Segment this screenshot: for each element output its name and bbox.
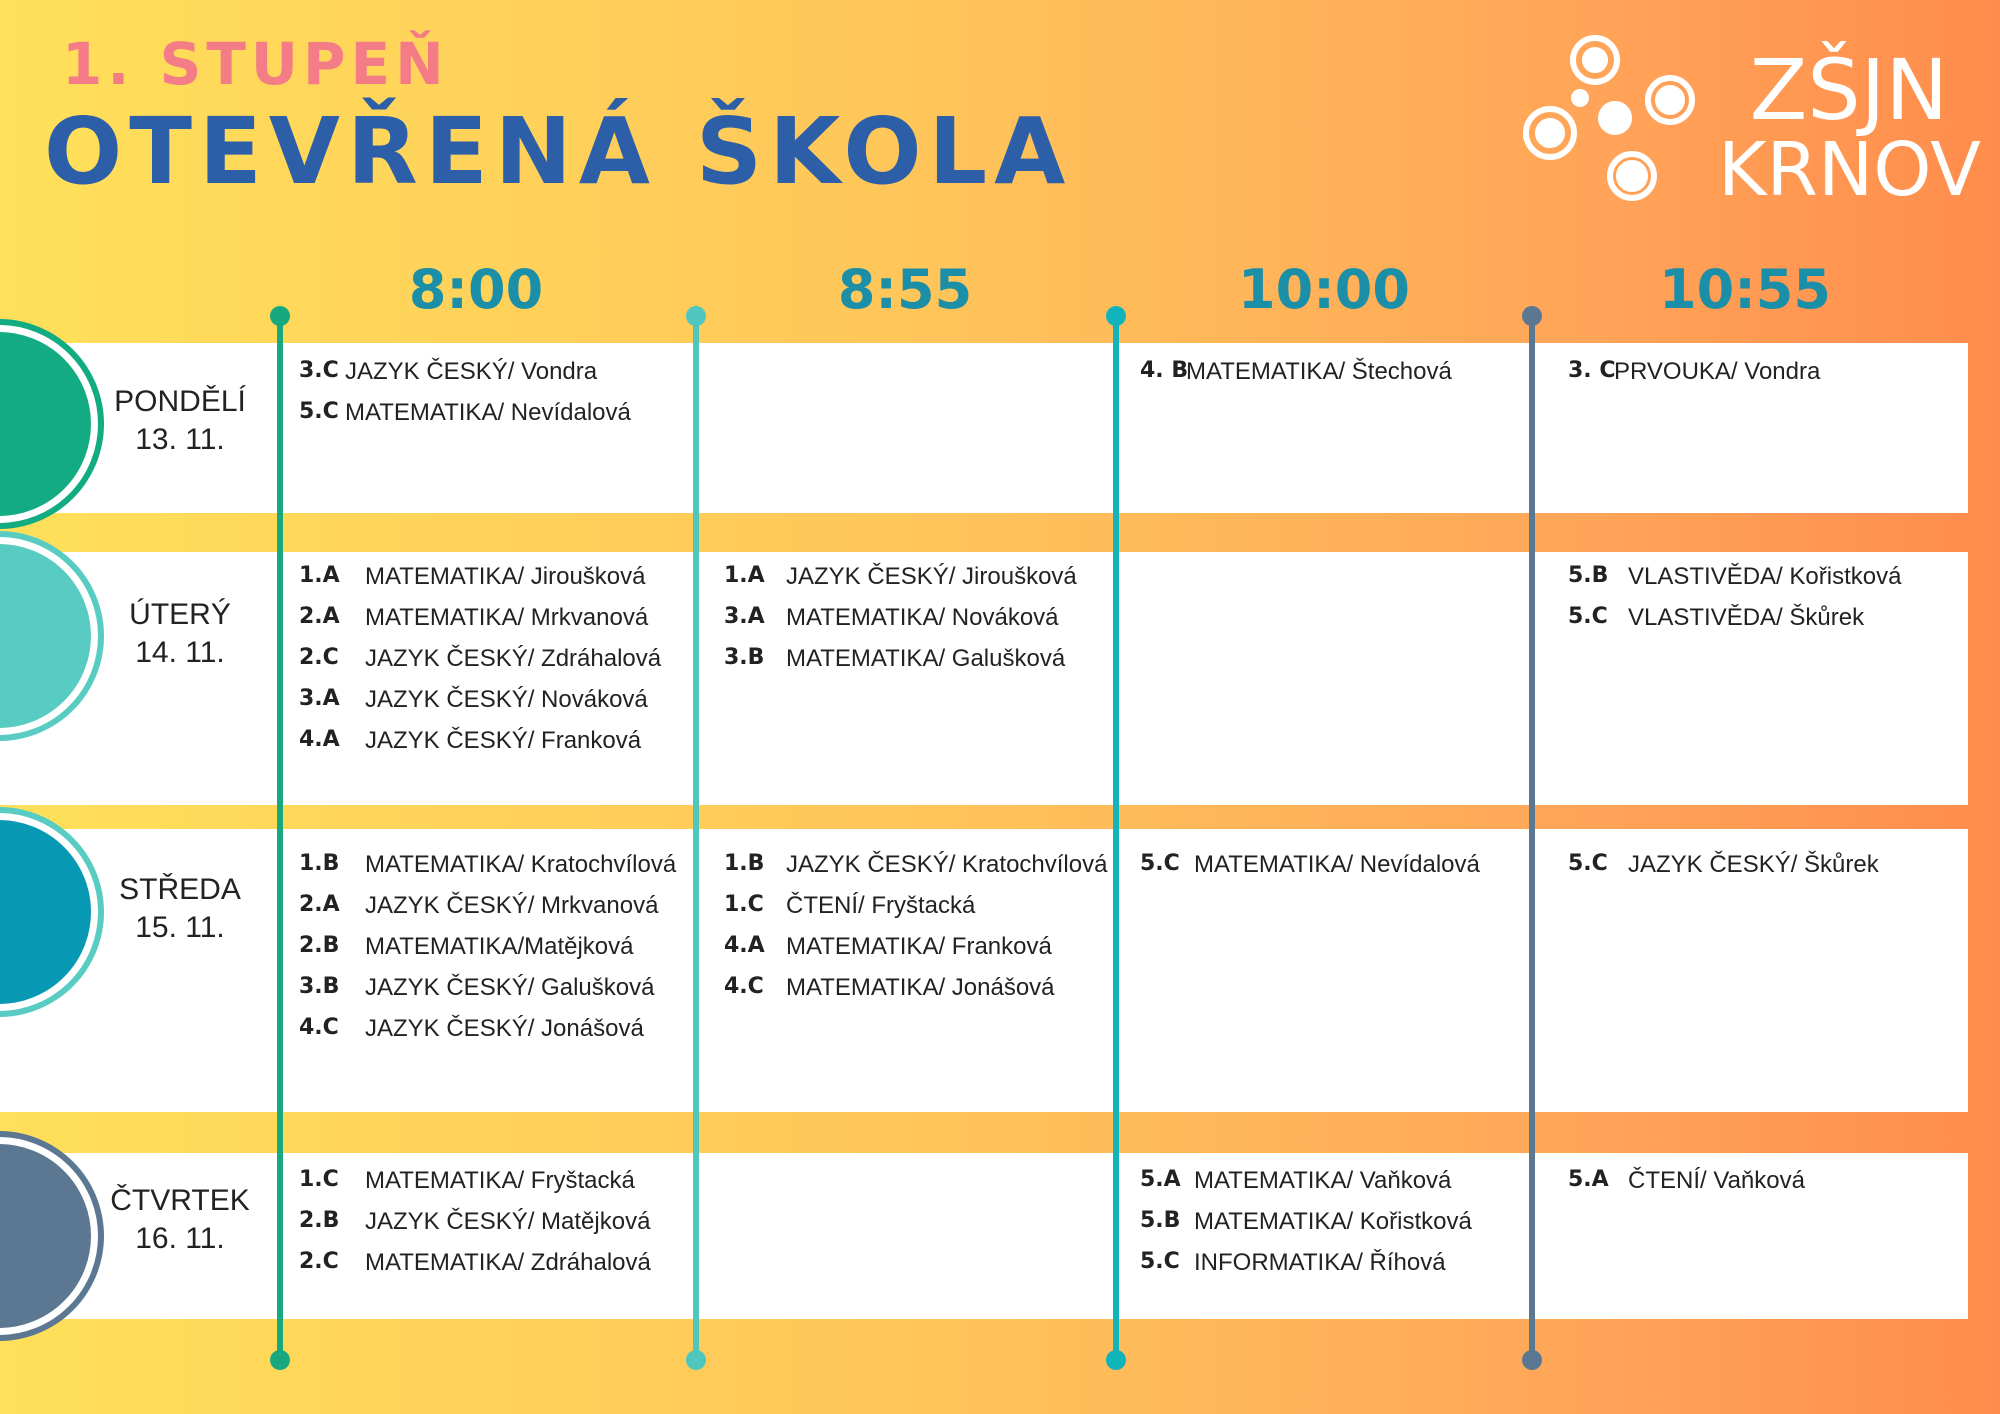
class-code: 3.B bbox=[299, 974, 340, 999]
subject-teacher: JAZYK ČESKÝ/ Nováková bbox=[365, 686, 648, 713]
schedule-cell bbox=[299, 563, 661, 768]
lesson-entry bbox=[299, 1249, 651, 1290]
schedule-cell bbox=[1568, 563, 1901, 645]
timeline-line bbox=[1529, 316, 1535, 1361]
class-code: 4.C bbox=[724, 974, 764, 999]
subject-teacher: MATEMATIKA/ Kratochvílová bbox=[365, 851, 677, 878]
logo-text-line1: ZŠJN bbox=[1749, 41, 1949, 139]
class-code: 5.C bbox=[1140, 851, 1180, 876]
lesson-entry bbox=[299, 974, 676, 1015]
lesson-entry bbox=[1140, 851, 1480, 892]
class-code: 1.A bbox=[299, 563, 340, 588]
subject-teacher: VLASTIVĚDA/ Kořistková bbox=[1628, 563, 1902, 590]
subject-teacher: MATEMATIKA/ Kořistková bbox=[1194, 1208, 1472, 1235]
schedule-cell bbox=[1568, 1167, 1805, 1208]
subject-teacher: JAZYK ČESKÝ/ Škůrek bbox=[1628, 851, 1879, 878]
subject-teacher: MATEMATIKA/ Fryštacká bbox=[365, 1167, 635, 1194]
timeline-dot bbox=[1106, 306, 1126, 326]
subject-teacher: JAZYK ČESKÝ/ Mrkvanová bbox=[365, 892, 659, 919]
subject-teacher: MATEMATIKA/ Vaňková bbox=[1194, 1167, 1452, 1194]
subject-teacher: JAZYK ČESKÝ/ Jonášová bbox=[365, 1015, 644, 1042]
subject-teacher: MATEMATIKA/ Galušková bbox=[786, 645, 1066, 672]
timeline-dot bbox=[686, 1350, 706, 1370]
day-date: 15. 11. bbox=[135, 911, 225, 944]
lesson-entry bbox=[724, 563, 1077, 604]
schedule-cell bbox=[299, 1167, 651, 1290]
lesson-entry bbox=[724, 933, 1107, 974]
lesson-entry bbox=[1568, 851, 1879, 892]
schedule-cell bbox=[299, 358, 631, 440]
subject-teacher: MATEMATIKA/ Nevídalová bbox=[1194, 851, 1480, 878]
subject-teacher: JAZYK ČESKÝ/ Galušková bbox=[365, 974, 655, 1001]
class-code: 5.C bbox=[299, 399, 339, 424]
lesson-entry bbox=[724, 645, 1077, 686]
lesson-entry bbox=[1140, 1208, 1472, 1249]
timeline-dot bbox=[270, 1350, 290, 1370]
time-header: 8:00 bbox=[408, 258, 544, 321]
subject-teacher: MATEMATIKA/ Štechová bbox=[1186, 358, 1452, 385]
class-code: 3.A bbox=[724, 604, 765, 629]
lesson-entry bbox=[1140, 1167, 1472, 1208]
time-header: 8:55 bbox=[837, 258, 973, 321]
page-title: OTEVŘENÁ ŠKOLA bbox=[44, 98, 1073, 205]
class-code: 5.B bbox=[1140, 1208, 1181, 1233]
logo-text-line2: KRNOV bbox=[1718, 127, 1981, 213]
day-name: PONDĚLÍ bbox=[114, 385, 246, 418]
subject-teacher: MATEMATIKA/ Nováková bbox=[786, 604, 1059, 631]
schedule-cell bbox=[1140, 1167, 1472, 1290]
subject-teacher: MATEMATIKA/ Franková bbox=[786, 933, 1052, 960]
day-label bbox=[100, 1182, 260, 1258]
class-code: 5.C bbox=[1568, 604, 1608, 629]
day-label bbox=[100, 871, 260, 947]
time-header: 10:55 bbox=[1659, 258, 1831, 321]
schedule-cell bbox=[724, 851, 1107, 1015]
logo-icon bbox=[1520, 28, 1710, 208]
class-code: 5.B bbox=[1568, 563, 1609, 588]
lesson-entry bbox=[299, 892, 676, 933]
class-code: 2.A bbox=[299, 892, 340, 917]
timeline-dot bbox=[270, 306, 290, 326]
day-label bbox=[100, 383, 260, 459]
lesson-entry bbox=[299, 851, 676, 892]
schedule-cell bbox=[1568, 851, 1879, 892]
class-code: 5.C bbox=[1140, 1249, 1180, 1274]
day-date: 16. 11. bbox=[135, 1222, 225, 1255]
lesson-entry bbox=[724, 892, 1107, 933]
class-code: 3.B bbox=[724, 645, 765, 670]
lesson-entry bbox=[299, 933, 676, 974]
subject-teacher: JAZYK ČESKÝ/ Kratochvílová bbox=[786, 851, 1108, 878]
lesson-entry bbox=[1140, 1249, 1472, 1290]
day-date: 14. 11. bbox=[135, 636, 225, 669]
class-code: 2.B bbox=[299, 933, 340, 958]
timeline-dot bbox=[1522, 306, 1542, 326]
schedule-cell bbox=[1140, 851, 1480, 892]
subject-teacher: MATEMATIKA/Matějková bbox=[365, 933, 634, 960]
subject-teacher: INFORMATIKA/ Říhová bbox=[1194, 1249, 1446, 1276]
lesson-entry bbox=[724, 604, 1077, 645]
lesson-entry bbox=[299, 1208, 651, 1249]
timeline-line bbox=[277, 316, 283, 1361]
subject-teacher: MATEMATIKA/ Mrkvanová bbox=[365, 604, 649, 631]
lesson-entry bbox=[724, 851, 1107, 892]
subject-teacher: MATEMATIKA/ Nevídalová bbox=[345, 399, 631, 426]
subject-teacher: ČTENÍ/ Fryštacká bbox=[786, 892, 976, 919]
lesson-entry bbox=[1568, 563, 1901, 604]
class-code: 1.B bbox=[299, 851, 340, 876]
subject-teacher: MATEMATIKA/ Jonášová bbox=[786, 974, 1055, 1001]
class-code: 5.A bbox=[1568, 1167, 1609, 1192]
schedule-cell bbox=[1140, 358, 1452, 399]
subject-teacher: MATEMATIKA/ Zdráhalová bbox=[365, 1249, 651, 1276]
day-date: 13. 11. bbox=[135, 423, 225, 456]
day-name: ČTVRTEK bbox=[110, 1184, 250, 1217]
timeline-dot bbox=[1522, 1350, 1542, 1370]
lesson-entry bbox=[1568, 604, 1901, 645]
class-code: 2.C bbox=[299, 1249, 339, 1274]
schedule-cell bbox=[1568, 358, 1820, 399]
class-code: 3.C bbox=[299, 358, 339, 383]
class-code: 2.C bbox=[299, 645, 339, 670]
timeline-dot bbox=[686, 306, 706, 326]
lesson-entry bbox=[299, 358, 631, 399]
lesson-entry bbox=[1568, 358, 1820, 399]
lesson-entry bbox=[1140, 358, 1452, 399]
lesson-entry bbox=[299, 1167, 651, 1208]
subject-teacher: JAZYK ČESKÝ/ Zdráhalová bbox=[365, 645, 662, 672]
lesson-entry bbox=[299, 645, 661, 686]
class-code: 4.A bbox=[299, 727, 340, 752]
class-code: 2.A bbox=[299, 604, 340, 629]
subject-teacher: ČTENÍ/ Vaňková bbox=[1628, 1167, 1805, 1194]
timeline-dot bbox=[1106, 1350, 1126, 1370]
class-code: 5.A bbox=[1140, 1167, 1181, 1192]
timeline-line bbox=[693, 316, 699, 1361]
subject-teacher: JAZYK ČESKÝ/ Franková bbox=[365, 727, 642, 754]
time-header: 10:00 bbox=[1238, 258, 1410, 321]
subject-teacher: VLASTIVĚDA/ Škůrek bbox=[1628, 604, 1865, 631]
day-name: ÚTERÝ bbox=[129, 598, 231, 631]
lesson-entry bbox=[299, 727, 661, 768]
day-label bbox=[100, 596, 260, 672]
class-code: 4. B bbox=[1140, 358, 1189, 383]
schedule-cell bbox=[724, 563, 1077, 686]
subject-teacher: JAZYK ČESKÝ/ Matějková bbox=[365, 1208, 651, 1235]
schedule-cell bbox=[299, 851, 676, 1056]
class-code: 1.C bbox=[299, 1167, 339, 1192]
class-code: 1.A bbox=[724, 563, 765, 588]
class-code: 3.A bbox=[299, 686, 340, 711]
subject-teacher: PRVOUKA/ Vondra bbox=[1614, 358, 1821, 385]
class-code: 2.B bbox=[299, 1208, 340, 1233]
subject-teacher: JAZYK ČESKÝ/ Jiroušková bbox=[786, 563, 1077, 590]
subject-teacher: MATEMATIKA/ Jiroušková bbox=[365, 563, 646, 590]
class-code: 1.C bbox=[724, 892, 764, 917]
class-code: 4.A bbox=[724, 933, 765, 958]
lesson-entry bbox=[299, 686, 661, 727]
class-code: 5.C bbox=[1568, 851, 1608, 876]
lesson-entry bbox=[299, 1015, 676, 1056]
timeline-line bbox=[1113, 316, 1119, 1361]
class-code: 4.C bbox=[299, 1015, 339, 1040]
class-code: 3. C bbox=[1568, 358, 1616, 383]
lesson-entry bbox=[299, 399, 631, 440]
subtitle: 1. STUPEŇ bbox=[62, 30, 449, 98]
lesson-entry bbox=[724, 974, 1107, 1015]
subject-teacher: JAZYK ČESKÝ/ Vondra bbox=[345, 358, 598, 385]
day-name: STŘEDA bbox=[119, 873, 241, 906]
lesson-entry bbox=[299, 604, 661, 645]
lesson-entry bbox=[299, 563, 661, 604]
lesson-entry bbox=[1568, 1167, 1805, 1208]
class-code: 1.B bbox=[724, 851, 765, 876]
